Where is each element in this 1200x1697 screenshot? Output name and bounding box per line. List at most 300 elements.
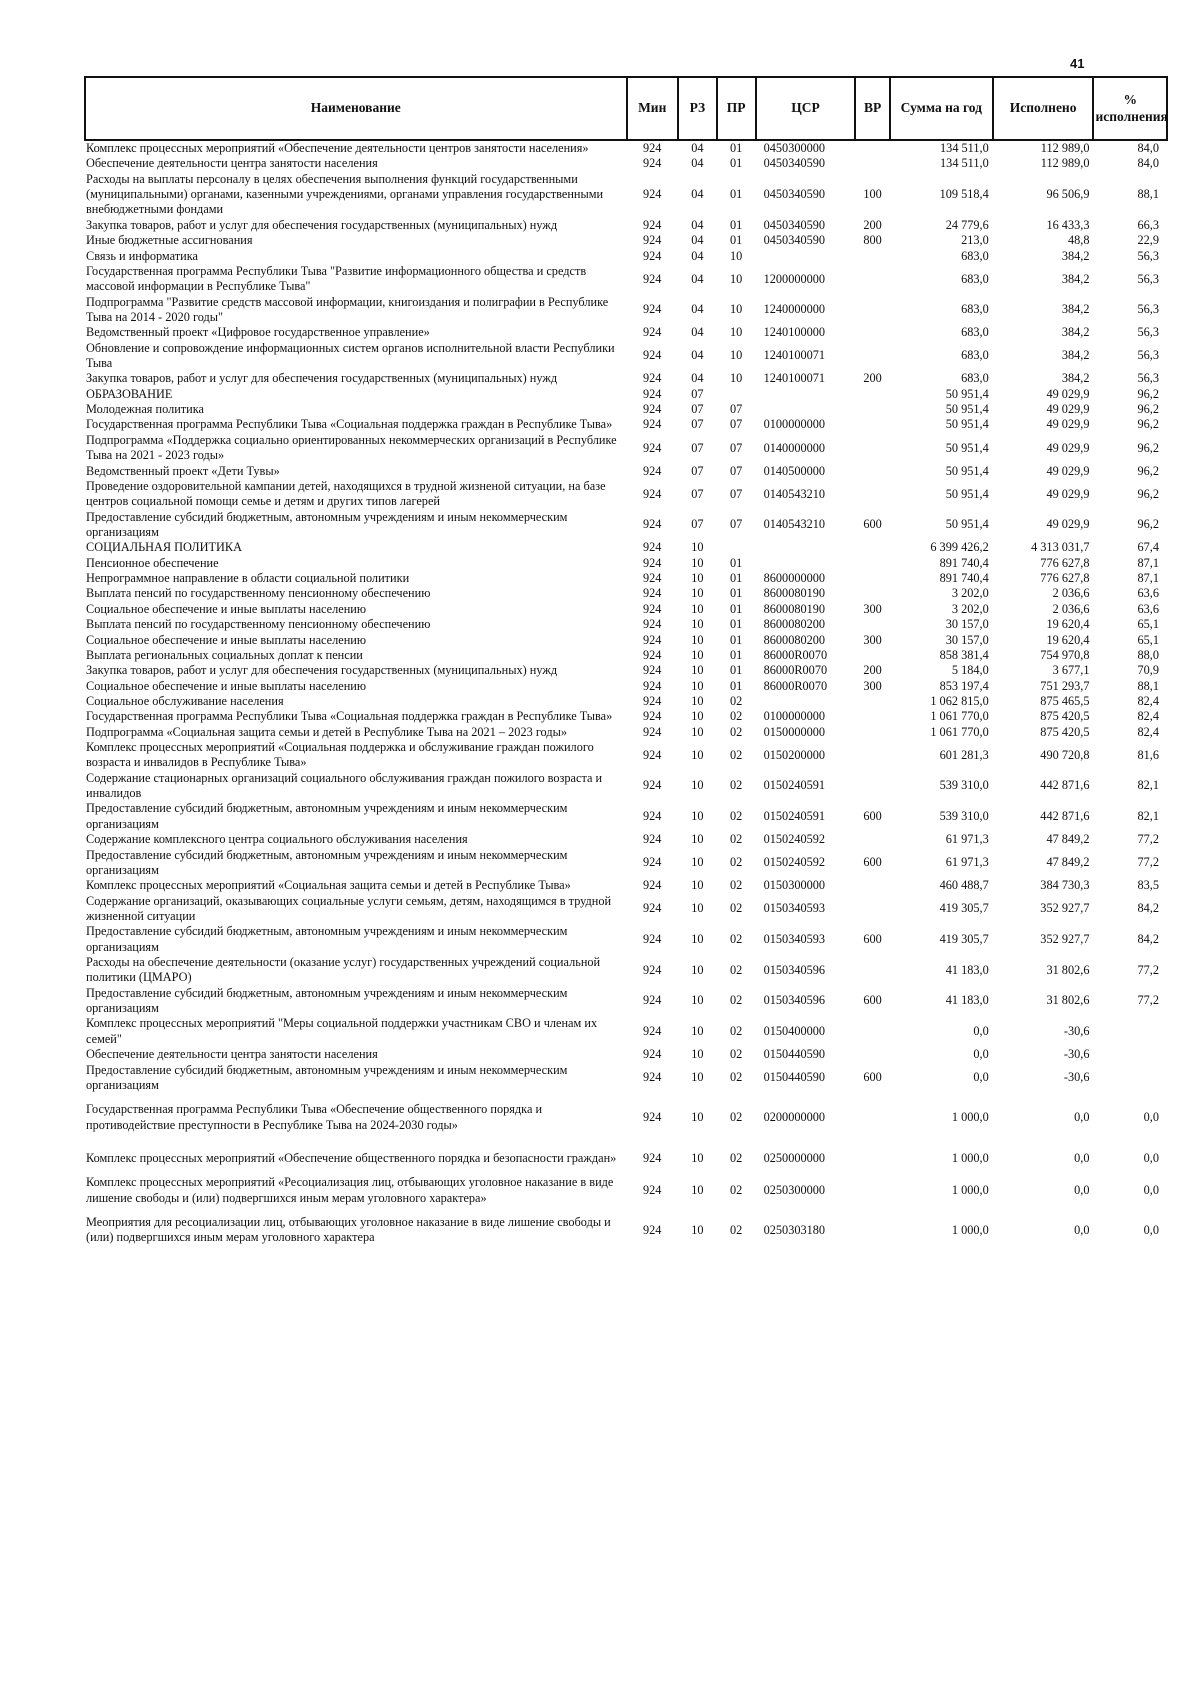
row-ministry-code: 924 [643, 932, 662, 946]
row-annual-sum: 419 305,7 [939, 932, 989, 946]
row-target-article-code: 0450340590 [763, 156, 826, 171]
row-name: Комплекс процессных мероприятий "Меры социальной поддержки участникам СВО и членам их семей" [86, 1016, 598, 1046]
row-expense-type-code [855, 540, 890, 555]
row-execution-percent: 82,4 [1137, 693, 1159, 708]
row-section-code: 10 [691, 901, 704, 916]
row-subsection-code: 01 [730, 601, 743, 616]
row-name: Обновление и сопровождение информационных систем органов исполнительной власти Республики Тыва [86, 340, 615, 371]
row-annual-sum: 41 183,0 [945, 962, 989, 977]
table-row [85, 156, 1167, 171]
row-section-code: 07 [691, 440, 704, 455]
table-row [85, 371, 1167, 386]
row-section-code: 10 [691, 693, 704, 708]
row-expense-type-code: 200 [863, 217, 882, 232]
table-row [85, 924, 1167, 955]
row-annual-sum: 0,0 [973, 1024, 989, 1039]
header-vr: ВР [855, 77, 890, 140]
row-executed: 352 927,7 [1040, 932, 1090, 946]
row-subsection-code: 07 [730, 463, 743, 478]
row-target-article-code: 0250000000 [763, 1151, 826, 1165]
row-execution-percent: 0,0 [1143, 1222, 1159, 1237]
row-subsection-code: 01 [730, 156, 743, 171]
row-execution-percent: 96,2 [1137, 440, 1159, 455]
row-annual-sum: 50 951,4 [945, 417, 989, 432]
row-execution-percent: 56,3 [1137, 371, 1159, 386]
row-execution-percent: 77,2 [1137, 962, 1159, 977]
row-target-article-code: 0140543210 [763, 517, 826, 532]
row-execution-percent: 87,1 [1137, 571, 1159, 586]
row-executed: 49 029,9 [1046, 440, 1090, 455]
row-target-article-code: 86000R0070 [763, 647, 828, 662]
row-target-article-code: 0150240591 [763, 778, 826, 793]
row-name: Социальное обслуживание населения [86, 693, 284, 708]
row-executed: 49 029,9 [1046, 463, 1090, 478]
row-expense-type-code: 800 [863, 233, 882, 248]
row-execution-percent: 77,2 [1137, 993, 1159, 1008]
row-target-article-code: 1240100071 [763, 371, 826, 386]
row-name: Ведомственный проект «Дети Тувы» [86, 463, 280, 478]
row-target-article-code: 0150200000 [763, 747, 826, 762]
row-executed: 384 730,3 [1040, 878, 1090, 893]
row-subsection-code: 01 [730, 678, 743, 693]
table-row [85, 679, 1167, 694]
row-subsection-code: 02 [730, 962, 743, 977]
row-name: Закупка товаров, работ и услуг для обеспечения государственных (муниципальных) нужд [86, 217, 558, 232]
row-ministry-code: 924 [643, 693, 662, 708]
row-section-code: 10 [691, 617, 704, 632]
row-executed: 49 029,9 [1046, 417, 1090, 432]
row-name: Государственная программа Республики Тыва "Развитие информационного общества и средств массовой информации в Республике Тыва" [86, 263, 587, 294]
row-execution-percent: 0,0 [1143, 1109, 1159, 1124]
row-executed: 442 871,6 [1040, 809, 1090, 824]
row-subsection-code: 10 [730, 325, 743, 340]
row-name: Обеспечение деятельности центра занятости населения [86, 156, 378, 171]
row-subsection-code [717, 540, 756, 555]
row-annual-sum: 50 951,4 [945, 402, 989, 417]
row-target-article-code: 0100000000 [763, 417, 826, 432]
row-expense-type-code [855, 894, 890, 925]
row-expense-type-code: 600 [863, 855, 882, 870]
row-execution-percent: 0,0 [1143, 1151, 1159, 1165]
row-executed: 48,8 [1067, 233, 1090, 248]
row-annual-sum: 3 202,0 [951, 586, 989, 601]
row-ministry-code: 924 [643, 832, 662, 847]
table-row [85, 878, 1167, 893]
row-subsection-code: 02 [730, 1222, 743, 1237]
row-name: Расходы на обеспечение деятельности (оказание услуг) государственных учреждений социальной политики (ЦМАРО) [86, 955, 601, 985]
row-ministry-code: 924 [643, 632, 662, 647]
row-executed: -30,6 [1063, 1047, 1090, 1062]
row-name: Предоставление субсидий бюджетным, автономным учреждениям и иным некоммерческим организациям [86, 801, 568, 831]
row-expense-type-code [855, 556, 890, 571]
row-name: Выплата пенсий по государственному пенсионному обеспечению [86, 586, 431, 601]
row-annual-sum: 1 061 770,0 [930, 724, 989, 739]
row-expense-type-code [855, 571, 890, 586]
table-row [85, 417, 1167, 432]
row-section-code: 10 [691, 709, 704, 724]
row-name: Молодежная политика [86, 402, 205, 417]
row-subsection-code: 01 [730, 647, 743, 662]
row-annual-sum: 41 183,0 [945, 993, 989, 1008]
row-expense-type-code: 600 [863, 932, 882, 946]
row-ministry-code: 924 [643, 747, 662, 762]
row-section-code: 10 [691, 1070, 704, 1085]
row-name: Закупка товаров, работ и услуг для обеспечения государственных (муниципальных) нужд [86, 371, 558, 386]
row-annual-sum: 6 399 426,2 [930, 540, 989, 555]
row-execution-percent: 56,3 [1137, 248, 1159, 263]
row-executed: 384,2 [1061, 248, 1090, 263]
row-name: Комплекс процессных мероприятий «Обеспечение общественного порядка и безопасности граждан» [86, 1151, 617, 1165]
row-target-article-code: 86000R0070 [763, 678, 828, 693]
row-name: Социальное обеспечение и иные выплаты населению [86, 601, 367, 616]
row-section-code: 10 [691, 747, 704, 762]
row-target-article-code [756, 556, 856, 571]
table-row [85, 1063, 1167, 1094]
row-subsection-code: 02 [730, 747, 743, 762]
row-ministry-code: 924 [643, 486, 662, 501]
table-row [85, 832, 1167, 847]
row-executed: 442 871,6 [1040, 778, 1090, 793]
row-name: Предоставление субсидий бюджетным, автономным учреждениям и иным некоммерческим организациям [86, 847, 568, 877]
row-target-article-code: 8600080200 [763, 632, 826, 647]
row-expense-type-code [855, 878, 890, 893]
row-ministry-code: 924 [643, 724, 662, 739]
row-name: Подпрограмма "Развитие средств массовой информации, книгоиздания и полиграфии в Республике Тыва на 2014 - 2020 годы" [86, 294, 609, 324]
row-ministry-code: 924 [643, 663, 662, 678]
table-row [85, 249, 1167, 264]
row-expense-type-code [855, 771, 890, 802]
row-section-code: 10 [691, 878, 704, 893]
row-name: Комплекс процессных мероприятий «Обеспечение деятельности центров занятости населения» [86, 141, 589, 155]
table-row [85, 633, 1167, 648]
row-executed: 96 506,9 [1046, 187, 1090, 202]
row-name: Ведомственный проект «Цифровое государственное управление» [86, 325, 430, 340]
row-target-article-code: 0150440590 [763, 1047, 826, 1062]
row-ministry-code: 924 [643, 678, 662, 693]
row-target-article-code: 0450340590 [763, 187, 826, 202]
row-ministry-code: 924 [643, 709, 662, 724]
row-execution-percent [1093, 1047, 1167, 1062]
table-row [85, 848, 1167, 879]
row-section-code: 04 [691, 371, 704, 386]
row-execution-percent: 66,3 [1137, 217, 1159, 232]
row-section-code: 10 [691, 632, 704, 647]
row-name: Предоставление субсидий бюджетным, автономным учреждениям и иным некоммерческим организациям [86, 924, 568, 954]
row-target-article-code: 0150340596 [763, 993, 826, 1008]
row-name: Выплата региональных социальных доплат к пенсии [86, 647, 363, 662]
row-executed: 875 420,5 [1040, 724, 1090, 739]
row-target-article-code: 1200000000 [763, 271, 826, 286]
table-row [85, 617, 1167, 632]
row-execution-percent: 96,2 [1137, 463, 1159, 478]
row-subsection-code: 01 [730, 555, 743, 570]
table-row [85, 771, 1167, 802]
row-execution-percent: 67,4 [1137, 540, 1159, 555]
row-subsection-code: 10 [730, 271, 743, 286]
row-ministry-code: 924 [643, 217, 662, 232]
row-expense-type-code: 300 [863, 632, 882, 647]
row-name: Иные бюджетные ассигнования [86, 233, 253, 248]
row-ministry-code: 924 [643, 809, 662, 824]
row-expense-type-code: 600 [863, 1070, 882, 1085]
row-name: Проведение оздоровительной кампании детей, находящихся в трудной жизненой ситуации, на базе центров социальной помощи семье и детям и других типов лагерей [86, 478, 606, 509]
row-section-code: 10 [691, 1151, 704, 1165]
table-row [85, 648, 1167, 663]
table-row [85, 540, 1167, 555]
row-executed: 352 927,7 [1040, 901, 1090, 916]
row-expense-type-code [855, 402, 890, 417]
row-expense-type-code [855, 740, 890, 771]
row-section-code: 10 [691, 555, 704, 570]
row-executed: 49 029,9 [1046, 402, 1090, 417]
row-annual-sum: 1 062 815,0 [930, 693, 989, 708]
page-number: 41 [1070, 56, 1085, 71]
row-section-code: 10 [691, 601, 704, 616]
row-execution-percent: 77,2 [1137, 855, 1159, 870]
row-name: Непрограммное направление в области социальной политики [86, 571, 410, 586]
row-subsection-code: 01 [730, 617, 743, 632]
table-row [85, 663, 1167, 678]
row-expense-type-code [855, 648, 890, 663]
row-annual-sum: 419 305,7 [939, 901, 989, 916]
row-ministry-code: 924 [643, 1183, 662, 1198]
row-executed: 0,0 [1074, 1183, 1090, 1198]
row-ministry-code: 924 [643, 993, 662, 1008]
row-executed: 2 036,6 [1052, 586, 1090, 601]
row-executed: 16 433,3 [1046, 217, 1090, 232]
row-subsection-code: 01 [730, 632, 743, 647]
row-target-article-code: 0150440590 [763, 1070, 826, 1085]
table-row [85, 479, 1167, 510]
table-row [85, 464, 1167, 479]
row-subsection-code: 07 [730, 486, 743, 501]
row-ministry-code: 924 [643, 1109, 662, 1124]
row-annual-sum: 134 511,0 [940, 156, 989, 171]
row-ministry-code: 924 [643, 1024, 662, 1039]
row-annual-sum: 3 202,0 [951, 601, 989, 616]
row-execution-percent: 88,1 [1137, 678, 1159, 693]
row-expense-type-code: 200 [863, 663, 882, 678]
row-ministry-code: 924 [643, 647, 662, 662]
table-row [85, 709, 1167, 724]
table-row [85, 387, 1167, 402]
row-target-article-code: 0140543210 [763, 486, 826, 501]
row-section-code: 10 [691, 663, 704, 678]
row-section-code: 10 [691, 1109, 704, 1124]
row-target-article-code: 0150340596 [763, 962, 826, 977]
row-expense-type-code [855, 1047, 890, 1062]
row-section-code: 07 [691, 517, 704, 532]
row-executed: 19 620,4 [1046, 617, 1090, 632]
row-executed: 47 849,2 [1046, 855, 1090, 870]
row-subsection-code: 07 [730, 517, 743, 532]
row-execution-percent: 56,3 [1137, 302, 1159, 317]
row-target-article-code: 0150340593 [763, 932, 826, 946]
row-subsection-code: 10 [730, 302, 743, 317]
row-ministry-code: 924 [643, 141, 662, 155]
row-execution-percent: 63,6 [1137, 601, 1159, 616]
row-target-article-code [756, 694, 856, 709]
row-target-article-code: 0150000000 [763, 724, 826, 739]
row-executed: 0,0 [1074, 1109, 1090, 1124]
row-subsection-code: 10 [730, 348, 743, 363]
row-ministry-code: 924 [643, 540, 662, 555]
row-target-article-code: 0140000000 [763, 440, 826, 455]
row-annual-sum: 24 779,6 [945, 217, 989, 232]
row-target-article-code: 1240000000 [763, 302, 826, 317]
row-expense-type-code [855, 249, 890, 264]
row-annual-sum: 683,0 [961, 271, 989, 286]
row-executed: 2 036,6 [1052, 601, 1090, 616]
row-expense-type-code [855, 156, 890, 171]
row-annual-sum: 601 281,3 [939, 747, 989, 762]
row-annual-sum: 0,0 [973, 1070, 989, 1085]
table-row [85, 602, 1167, 617]
row-ministry-code: 924 [643, 371, 662, 386]
row-execution-percent: 83,5 [1137, 878, 1159, 893]
row-executed: 0,0 [1074, 1222, 1090, 1237]
row-executed: 490 720,8 [1040, 747, 1090, 762]
row-execution-percent: 84,2 [1137, 901, 1159, 916]
table-row [85, 1093, 1167, 1142]
budget-execution-table [84, 76, 1168, 1255]
row-section-code: 10 [691, 832, 704, 847]
row-executed: 31 802,6 [1046, 962, 1090, 977]
row-section-code: 10 [691, 571, 704, 586]
row-subsection-code: 01 [730, 217, 743, 232]
row-target-article-code: 0100000000 [763, 709, 826, 724]
row-executed: 384,2 [1061, 325, 1090, 340]
table-row [85, 694, 1167, 709]
row-annual-sum: 1 000,0 [951, 1183, 989, 1198]
header-min: Мин [627, 77, 678, 140]
row-execution-percent: 88,0 [1137, 647, 1159, 662]
row-executed: 49 029,9 [1046, 486, 1090, 501]
table-row [85, 801, 1167, 832]
row-name: ОБРАЗОВАНИЕ [86, 386, 173, 401]
row-executed: 875 420,5 [1040, 709, 1090, 724]
row-section-code: 07 [691, 463, 704, 478]
row-executed: 112 989,0 [1040, 141, 1090, 155]
row-subsection-code: 02 [730, 1024, 743, 1039]
row-ministry-code: 924 [643, 440, 662, 455]
row-section-code: 10 [691, 540, 704, 555]
row-ministry-code: 924 [643, 1222, 662, 1237]
row-annual-sum: 50 951,4 [945, 463, 989, 478]
table-row [85, 725, 1167, 740]
row-annual-sum: 683,0 [961, 371, 989, 386]
row-section-code: 10 [691, 586, 704, 601]
row-execution-percent: 22,9 [1137, 233, 1159, 248]
row-target-article-code: 0140500000 [763, 463, 826, 478]
header-name: Наименование [85, 77, 627, 140]
row-target-article-code: 0200000000 [763, 1109, 826, 1124]
row-section-code: 10 [691, 647, 704, 662]
row-target-article-code: 1240100000 [763, 325, 826, 340]
row-ministry-code: 924 [643, 417, 662, 432]
row-ministry-code: 924 [643, 248, 662, 263]
row-executed: 384,2 [1061, 302, 1090, 317]
row-name: Подпрограмма «Социальная защита семьи и детей в Республике Тыва на 2021 – 2023 годы» [86, 724, 568, 739]
row-expense-type-code: 100 [863, 187, 882, 202]
row-annual-sum: 858 381,4 [939, 647, 989, 662]
row-expense-type-code [855, 464, 890, 479]
row-ministry-code: 924 [643, 617, 662, 632]
row-subsection-code: 02 [730, 693, 743, 708]
row-target-article-code: 0150300000 [763, 878, 826, 893]
row-executed: 384,2 [1061, 348, 1090, 363]
row-name: Содержание организаций, оказывающих социальные услуги семьям, детям, находящимся в трудной жизненной ситуации [86, 893, 612, 923]
row-executed: 0,0 [1074, 1151, 1090, 1165]
row-execution-percent: 87,1 [1137, 555, 1159, 570]
row-name: Закупка товаров, работ и услуг для обеспечения государственных (муниципальных) нужд [86, 663, 558, 678]
table-row [85, 295, 1167, 326]
row-ministry-code: 924 [643, 586, 662, 601]
row-execution-percent: 56,3 [1137, 325, 1159, 340]
row-executed: 49 029,9 [1046, 517, 1090, 532]
row-section-code: 07 [691, 486, 704, 501]
row-executed: 875 465,5 [1040, 693, 1090, 708]
row-subsection-code: 02 [730, 855, 743, 870]
row-target-article-code: 0150400000 [763, 1024, 826, 1039]
table-row [85, 341, 1167, 372]
row-expense-type-code: 600 [863, 809, 882, 824]
row-annual-sum: 134 511,0 [940, 141, 989, 155]
row-section-code: 04 [691, 302, 704, 317]
row-executed: 384,2 [1061, 271, 1090, 286]
row-execution-percent: 65,1 [1137, 617, 1159, 632]
row-section-code: 07 [691, 386, 704, 401]
row-annual-sum: 5 184,0 [951, 663, 989, 678]
row-subsection-code: 02 [730, 724, 743, 739]
row-execution-percent: 63,6 [1137, 586, 1159, 601]
row-name: Комплекс процессных мероприятий «Социальная поддержка и обслуживание граждан пожилого возраста и инвалидов в Республике Тыва» [86, 740, 594, 770]
table-row [85, 571, 1167, 586]
row-ministry-code: 924 [643, 901, 662, 916]
row-executed: -30,6 [1063, 1070, 1090, 1085]
header-pr: ПР [717, 77, 756, 140]
row-annual-sum: 30 157,0 [945, 632, 989, 647]
row-ministry-code: 924 [643, 156, 662, 171]
row-executed: 4 313 031,7 [1031, 540, 1090, 555]
row-target-article-code: 0150340593 [763, 901, 826, 916]
row-annual-sum: 50 951,4 [945, 386, 989, 401]
row-expense-type-code: 300 [863, 678, 882, 693]
table-row [85, 986, 1167, 1017]
row-target-article-code: 0150240591 [763, 809, 826, 824]
row-annual-sum: 1 000,0 [951, 1109, 989, 1124]
row-target-article-code [756, 540, 856, 555]
row-execution-percent: 65,1 [1137, 632, 1159, 647]
row-execution-percent: 96,2 [1137, 402, 1159, 417]
row-subsection-code: 01 [730, 141, 743, 155]
row-subsection-code: 01 [730, 663, 743, 678]
row-expense-type-code [855, 832, 890, 847]
row-executed: 3 677,1 [1052, 663, 1090, 678]
row-annual-sum: 61 971,3 [945, 855, 989, 870]
row-subsection-code: 02 [730, 809, 743, 824]
header-rz: РЗ [678, 77, 717, 140]
row-target-article-code: 8600000000 [763, 571, 826, 586]
row-expense-type-code [855, 1175, 890, 1206]
row-annual-sum: 853 197,4 [939, 678, 989, 693]
row-expense-type-code [855, 1016, 890, 1047]
row-subsection-code: 07 [730, 417, 743, 432]
row-executed: 49 029,9 [1046, 386, 1090, 401]
row-target-article-code [756, 402, 856, 417]
row-section-code: 04 [691, 233, 704, 248]
row-expense-type-code [855, 1093, 890, 1142]
